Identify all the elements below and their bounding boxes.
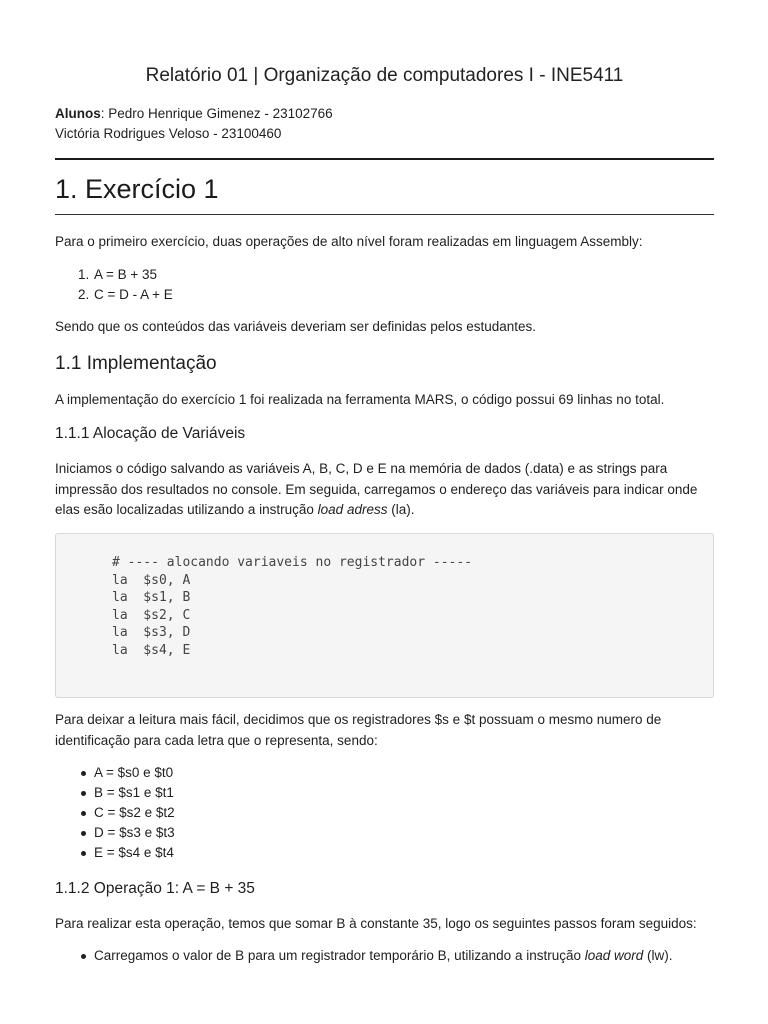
- author-1: : Pedro Henrique Gimenez - 23102766: [100, 106, 333, 121]
- list-item: 1. A = B + 35: [78, 267, 158, 282]
- authors-label: Alunos: [55, 106, 101, 121]
- alloc-paragraph: Iniciamos o código salvando as variáveis A, B, C, D e E na memória de dados (.data) e as strings para impressão dos resultados no console. Em seguida, carregamos o endereço das variáveis para indicar onde elas esão localizadas utilizando a instrução load adress (la).: [55, 461, 698, 517]
- section-heading: 1. Exercício 1: [55, 174, 219, 204]
- register-mapping-list: [55, 763, 175, 863]
- list-item: C = $s2 e $t2: [55, 803, 175, 823]
- op1-paragraph: Para realizar esta operação, temos que somar B à constante 35, logo os seguintes passos foram seguidos:: [55, 916, 697, 931]
- list-item: D = $s3 e $t3: [55, 823, 175, 843]
- subsubsection-heading: 1.1.2 Operação 1: A = B + 35: [55, 880, 255, 897]
- code-text: # ---- alocando variaveis no registrador ----- la $s0, A la $s1, B la $s2, C la $s3, D la $s4, E: [112, 555, 473, 658]
- document-title: Relatório 01 | Organização de computadores I - INE5411: [145, 65, 624, 86]
- list-item: 2. C = D - A + E: [78, 287, 173, 302]
- register-paragraph: Para deixar a leitura mais fácil, decidimos que os registradores $s e $t possuam o mesmo numero de identificação para cada letra que o representa, sendo:: [55, 712, 662, 748]
- author-line-1: [55, 104, 333, 124]
- subsubsection-heading: 1.1.1 Alocação de Variáveis: [55, 425, 246, 442]
- list-item: B = $s1 e $t1: [55, 783, 175, 803]
- operations-list: [55, 265, 173, 305]
- list-item: Carregamos o valor de B para um registrador temporário B, utilizando a instrução load word (lw).: [55, 946, 673, 966]
- subsection-heading: 1.1 Implementação: [55, 353, 217, 374]
- list-item: E = $s4 e $t4: [55, 843, 175, 863]
- authors-block: [55, 104, 333, 144]
- note-paragraph: Sendo que os conteúdos das variáveis deveriam ser definidas pelos estudantes.: [55, 319, 537, 334]
- list-item: A = $s0 e $t0: [55, 763, 175, 783]
- steps-list: [55, 946, 673, 966]
- header-divider: [55, 158, 714, 160]
- code-block: [55, 533, 714, 698]
- emphasis: load word: [584, 948, 644, 963]
- heading-underline: [55, 214, 714, 215]
- intro-paragraph: Para o primeiro exercício, duas operações de alto nível foram realizadas em linguagem Assembly:: [55, 234, 643, 249]
- impl-paragraph: A implementação do exercício 1 foi realizada na ferramenta MARS, o código possui 69 linhas no total.: [55, 392, 665, 407]
- emphasis: load adress: [317, 502, 388, 517]
- author-2: Victória Rodrigues Veloso - 23100460: [55, 126, 282, 141]
